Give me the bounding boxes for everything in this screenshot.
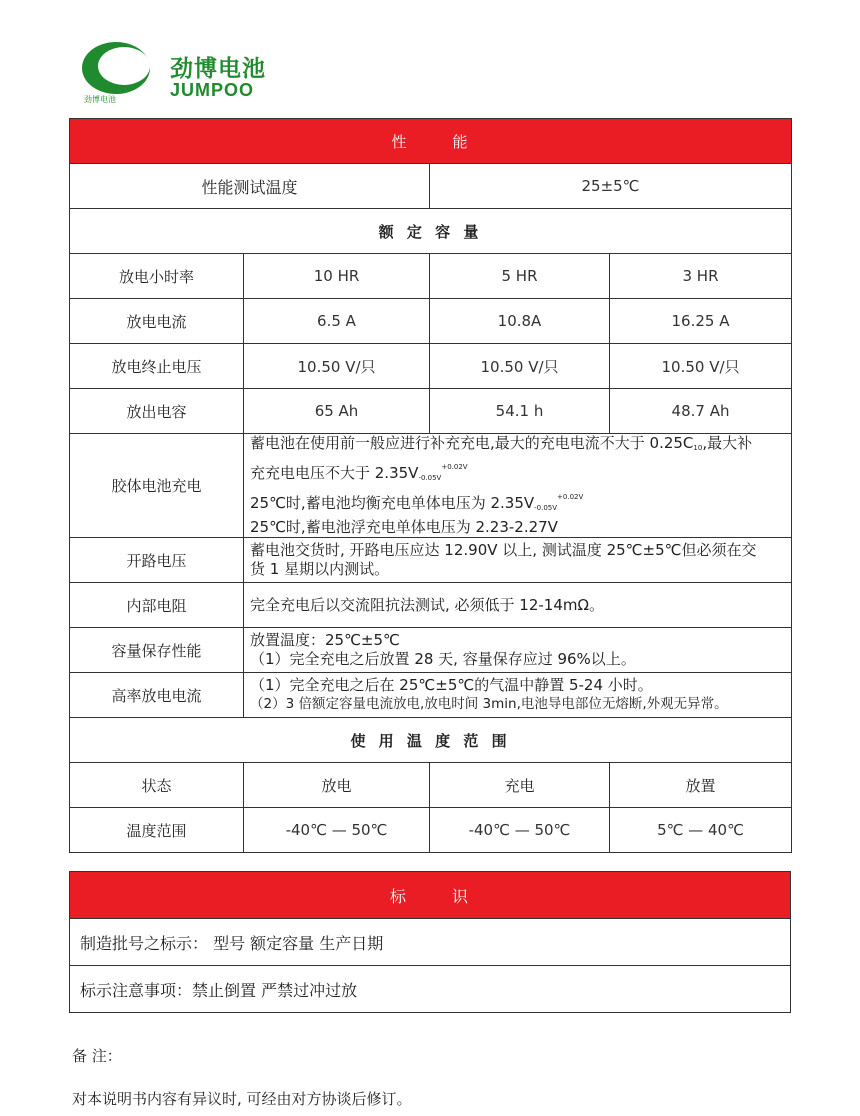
cell-value: 48.7 Ah <box>610 389 792 434</box>
high-rate-row <box>70 673 792 718</box>
cell-value: 16.25 A <box>610 299 792 344</box>
company-logo <box>78 36 278 112</box>
marking-line-2: 标示注意事项：禁止倒置 严禁过冲过放 <box>70 966 791 1013</box>
gel-line-4: 25℃时,蓄电池浮充电单体电压为 2.23-2.27V <box>250 518 558 536</box>
row-label: 温度范围 <box>70 808 244 853</box>
cell-value: 10 HR <box>244 254 430 299</box>
marking-row <box>70 919 791 966</box>
cell-value: 10.50 V/只 <box>244 344 430 389</box>
row-label: 放电电流 <box>70 299 244 344</box>
table-row <box>70 344 792 389</box>
gel-charge-text <box>244 434 792 538</box>
temp-header-cell: 放电 <box>244 763 430 808</box>
brand-name-en: JUMPOO <box>170 80 255 100</box>
gel-charge-label: 胶体电池充电 <box>70 434 244 538</box>
cell-value: 10.50 V/只 <box>430 344 610 389</box>
marking-table <box>69 871 791 1013</box>
cell-value: 5 HR <box>430 254 610 299</box>
notes-text: 对本说明书内容有异议时, 可经由对方协谈后修订。 <box>72 1090 412 1108</box>
performance-table <box>69 118 792 853</box>
table-row <box>70 389 792 434</box>
retention-label: 容量保存性能 <box>70 628 244 673</box>
row-label: 放出电容 <box>70 389 244 434</box>
temp-range-title-row <box>70 718 792 763</box>
notes-label: 备 注： <box>72 1047 122 1065</box>
rated-capacity-title-row <box>70 209 792 254</box>
high-rate-label: 高率放电电流 <box>70 673 244 718</box>
row-label: 放电终止电压 <box>70 344 244 389</box>
test-temp-value: 25±5℃ <box>430 164 792 209</box>
gel-line-1: 蓄电池在使用前一般应进行补充充电,最大的充电电流不大于 $0.25C_{10}$,最大补 <box>250 434 753 452</box>
retention-text: 放置温度：25℃±5℃ （1）完全充电之后放置 28 天, 容量保存应过 96%以上。 <box>244 628 792 673</box>
marking-line-1: 制造批号之标示： 型号 额定容量 生产日期 <box>70 919 791 966</box>
cell-value: 54.1 h <box>430 389 610 434</box>
cell-value: -40℃ — 50℃ <box>244 808 430 853</box>
temp-header-row <box>70 763 792 808</box>
table-row <box>70 299 792 344</box>
cell-value: 3 HR <box>610 254 792 299</box>
cell-value: 10.50 V/只 <box>610 344 792 389</box>
cell-value: 65 Ah <box>244 389 430 434</box>
cell-value: 5℃ — 40℃ <box>610 808 792 853</box>
high-rate-text: （1）完全充电之后在 25℃±5℃的气温中静置 5-24 小时。 （2）3 倍额定容量电流放电,放电时间 3min,电池导电部位无熔断,外观无异常。 <box>244 673 792 718</box>
internal-resistance-row <box>70 583 792 628</box>
temp-range-row <box>70 808 792 853</box>
gel-line-3: 25℃时,蓄电池均衡充电单体电压为 $2.35V_{-0.05V}^{+0.02V}$ <box>250 493 584 512</box>
marking-header-row <box>70 872 791 919</box>
marking-title: 标 识 <box>70 872 791 919</box>
brand-name-cn: 劲博电池 <box>170 56 266 82</box>
open-circuit-row <box>70 538 792 583</box>
gel-line-2: 充充电电压不大于 $2.35V_{-0.05V}^{+0.02V}$ <box>250 463 468 482</box>
temp-range-title: 使 用 温 度 范 围 <box>70 718 792 763</box>
table-row <box>70 254 792 299</box>
performance-header-row <box>70 119 792 164</box>
marking-row <box>70 966 791 1013</box>
open-circuit-text: 蓄电池交货时, 开路电压应达 12.90V 以上, 测试温度 25℃±5℃但必须在交 货 1 星期以内测试。 <box>244 538 792 583</box>
open-circuit-label: 开路电压 <box>70 538 244 583</box>
cell-value: 6.5 A <box>244 299 430 344</box>
logo-sub-text: 劲博电池 <box>84 95 116 104</box>
test-temp-row <box>70 164 792 209</box>
cell-value: -40℃ — 50℃ <box>430 808 610 853</box>
temp-header-cell: 放置 <box>610 763 792 808</box>
row-label: 放电小时率 <box>70 254 244 299</box>
test-temp-label: 性能测试温度 <box>70 164 430 209</box>
temp-header-cell: 状态 <box>70 763 244 808</box>
retention-row <box>70 628 792 673</box>
internal-resistance-text: 完全充电后以交流阻抗法测试, 必须低于 12-14mΩ。 <box>244 583 792 628</box>
cell-value: 10.8A <box>430 299 610 344</box>
internal-resistance-label: 内部电阻 <box>70 583 244 628</box>
temp-header-cell: 充电 <box>430 763 610 808</box>
gel-charge-row <box>70 434 792 538</box>
rated-capacity-title: 额 定 容 量 <box>70 209 792 254</box>
performance-title: 性 能 <box>70 119 792 164</box>
